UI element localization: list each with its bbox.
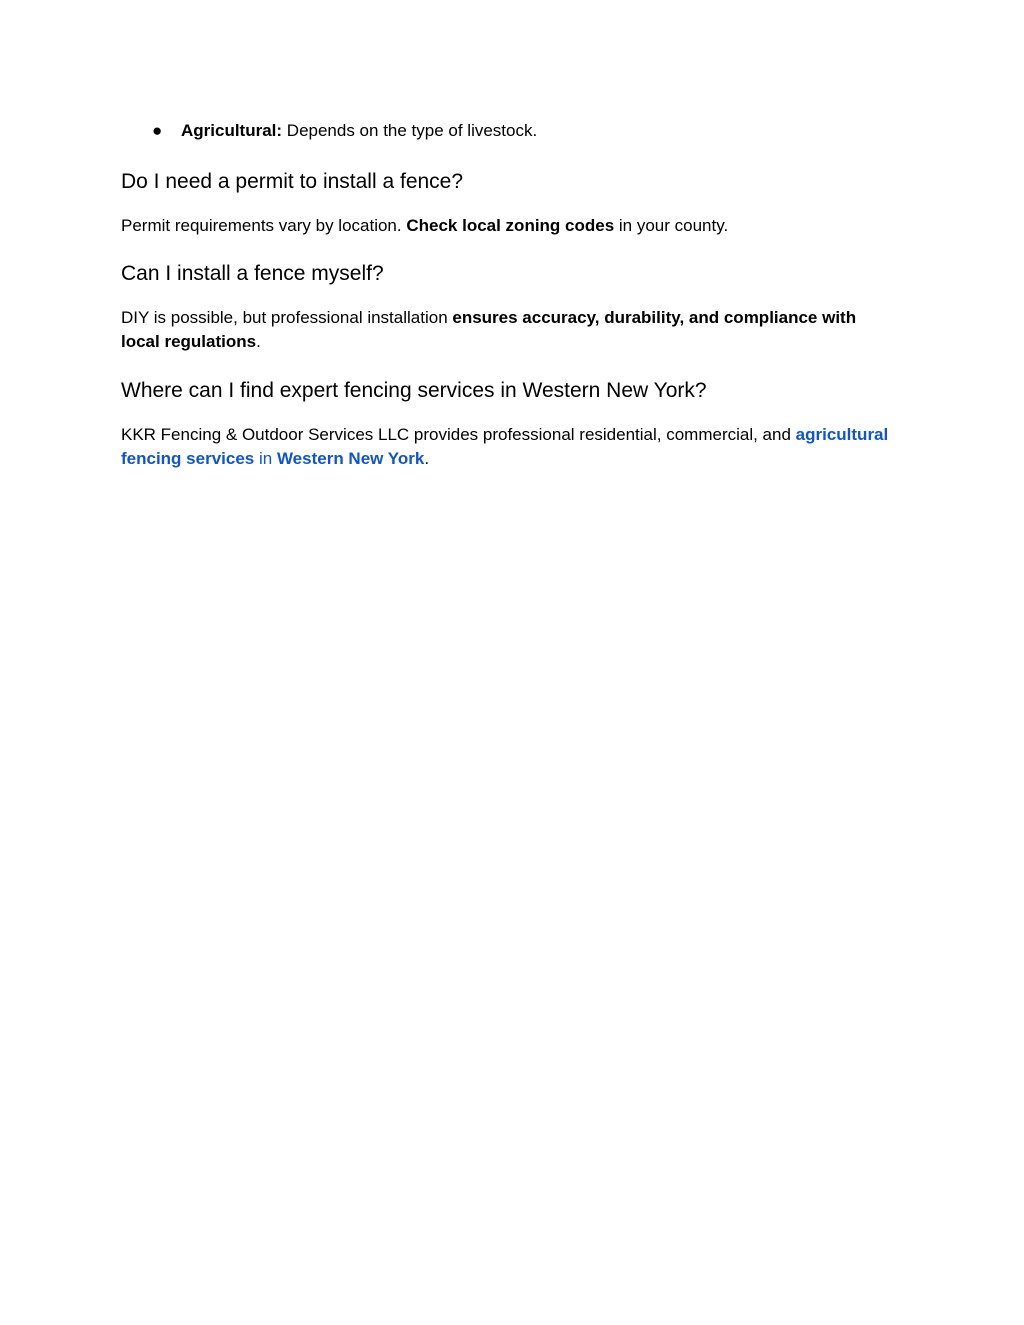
bullet-text: Depends on the type of livestock. — [282, 121, 538, 140]
heading-expert-services: Where can I find expert fencing services in Western New York? — [121, 379, 707, 402]
paragraph-permit — [121, 214, 891, 238]
paragraph-diy-text-end: . — [256, 332, 261, 351]
paragraph-permit-bold: Check local zoning codes — [406, 216, 615, 235]
paragraph-diy-text: DIY is possible, but professional installation — [121, 308, 453, 327]
link-agricultural-fencing-services[interactable]: agricultural fencing services — [121, 425, 889, 468]
bullet-icon: ● — [152, 121, 163, 140]
paragraph-diy-bold: ensures accuracy, durability, and compliance with local regulations — [121, 308, 857, 351]
paragraph-expert-middle: in — [254, 449, 277, 468]
paragraph-expert-text: KKR Fencing & Outdoor Services LLC provides professional residential, commercial, and — [121, 425, 796, 444]
bullet-label: Agricultural: — [181, 121, 283, 140]
paragraph-diy — [121, 306, 891, 354]
list-item-agricultural — [121, 118, 891, 144]
paragraph-expert-services — [121, 423, 891, 471]
document-content — [121, 118, 891, 471]
paragraph-permit-text-end: in your county. — [614, 216, 729, 235]
link-western-new-york[interactable]: Western New York — [276, 449, 425, 468]
paragraph-expert-text-end: . — [424, 449, 430, 468]
heading-permit: Do I need a permit to install a fence? — [121, 170, 464, 193]
heading-diy: Can I install a fence myself? — [121, 262, 384, 285]
paragraph-permit-text: Permit requirements vary by location. — [121, 216, 407, 235]
